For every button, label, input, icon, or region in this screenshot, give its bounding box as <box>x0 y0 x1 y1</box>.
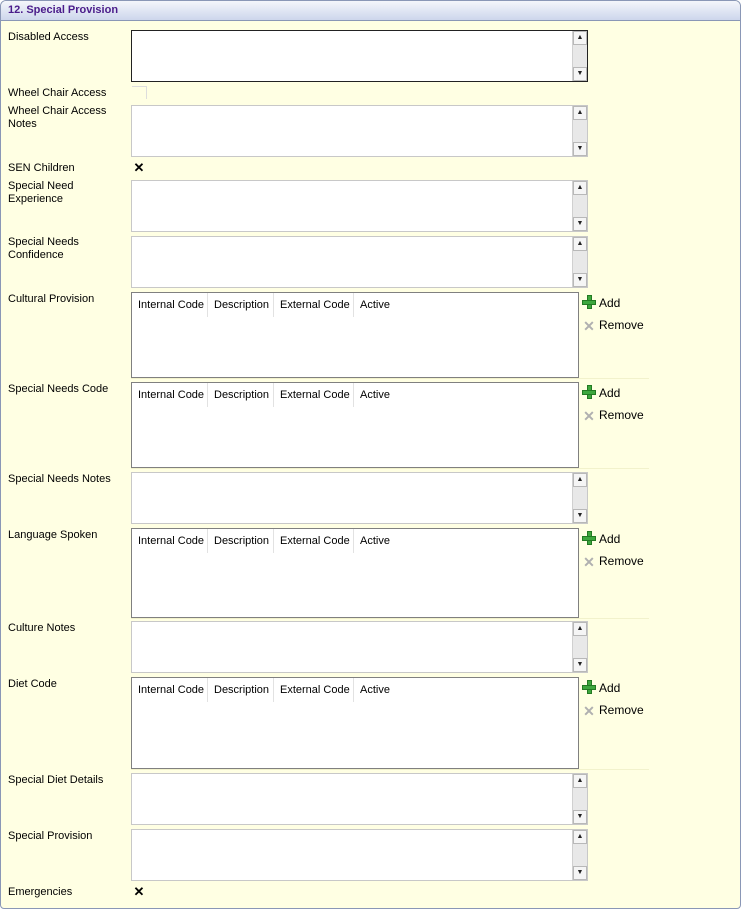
add-icon <box>582 295 596 309</box>
scroll-down-icon[interactable]: ▼ <box>573 67 587 81</box>
scroll-up-icon[interactable]: ▲ <box>573 830 587 844</box>
scrollbar[interactable] <box>572 181 587 231</box>
special-provision-textarea[interactable] <box>131 829 588 881</box>
special-needs-code-label: Special Needs Code <box>8 383 109 395</box>
emergencies-label: Emergencies <box>8 886 73 898</box>
col-internal-code[interactable]: Internal Code <box>132 678 208 702</box>
wheelchair-notes-label: Wheel Chair Access Notes <box>8 105 107 130</box>
wheelchair-access-label: Wheel Chair Access <box>8 87 107 99</box>
scroll-down-icon[interactable]: ▼ <box>573 866 587 880</box>
remove-button[interactable] <box>582 408 662 423</box>
wheelchair-access-checkbox[interactable] <box>132 86 147 99</box>
special-needs-notes-textarea[interactable] <box>131 472 588 524</box>
add-label: Add <box>599 681 621 695</box>
scroll-up-icon[interactable]: ▲ <box>573 622 587 636</box>
sen-children-checkbox[interactable]: ✕ <box>133 160 145 175</box>
special-need-experience-label: Special Need Experience <box>8 180 74 205</box>
col-external-code[interactable]: External Code <box>274 529 354 553</box>
disabled-access-label: Disabled Access <box>8 31 89 43</box>
add-label: Add <box>599 296 621 310</box>
language-spoken-grid[interactable] <box>131 528 579 618</box>
remove-button[interactable] <box>582 703 662 718</box>
special-provision-label: Special Provision <box>8 830 93 842</box>
divider <box>131 468 649 469</box>
divider <box>131 618 649 619</box>
grid-header <box>132 383 578 407</box>
add-icon <box>582 531 596 545</box>
section-header[interactable] <box>1 1 740 21</box>
special-diet-details-label: Special Diet Details <box>8 774 104 786</box>
scrollbar[interactable] <box>572 31 587 81</box>
grid-header <box>132 529 578 553</box>
remove-icon: ✕ <box>583 408 595 424</box>
diet-code-label: Diet Code <box>8 678 57 690</box>
emergencies-checkbox[interactable]: ✕ <box>133 884 145 899</box>
remove-label: Remove <box>599 703 644 717</box>
scroll-down-icon[interactable]: ▼ <box>573 273 587 287</box>
col-active[interactable]: Active <box>360 389 390 401</box>
section-title: 12. Special Provision <box>8 4 119 16</box>
language-spoken-label: Language Spoken <box>8 529 98 541</box>
add-icon <box>582 385 596 399</box>
disabled-access-textarea[interactable] <box>131 30 588 82</box>
col-external-code[interactable]: External Code <box>274 293 354 317</box>
col-internal-code[interactable]: Internal Code <box>132 293 208 317</box>
scroll-up-icon[interactable]: ▲ <box>573 181 587 195</box>
remove-icon: ✕ <box>583 703 595 719</box>
col-description[interactable]: Description <box>208 293 274 317</box>
grid-header <box>132 678 578 702</box>
scroll-up-icon[interactable]: ▲ <box>573 106 587 120</box>
scrollbar[interactable] <box>572 473 587 523</box>
remove-label: Remove <box>599 408 644 422</box>
scrollbar[interactable] <box>572 106 587 156</box>
scroll-down-icon[interactable]: ▼ <box>573 658 587 672</box>
special-diet-details-textarea[interactable] <box>131 773 588 825</box>
special-needs-confidence-label: Special Needs Confidence <box>8 236 79 261</box>
remove-button[interactable] <box>582 318 662 333</box>
scroll-up-icon[interactable]: ▲ <box>573 774 587 788</box>
add-button[interactable] <box>582 295 662 310</box>
scroll-down-icon[interactable]: ▼ <box>573 810 587 824</box>
special-needs-code-grid[interactable] <box>131 382 579 468</box>
scroll-down-icon[interactable]: ▼ <box>573 509 587 523</box>
scrollbar[interactable] <box>572 774 587 824</box>
add-label: Add <box>599 532 621 546</box>
sen-children-label: SEN Children <box>8 162 75 174</box>
culture-notes-label: Culture Notes <box>8 622 76 634</box>
grid-header <box>132 293 578 317</box>
divider <box>131 769 649 770</box>
add-button[interactable] <box>582 385 662 400</box>
col-active[interactable]: Active <box>360 535 390 547</box>
col-description[interactable]: Description <box>208 529 274 553</box>
scrollbar[interactable] <box>572 237 587 287</box>
add-icon <box>582 680 596 694</box>
remove-label: Remove <box>599 318 644 332</box>
remove-icon: ✕ <box>583 318 595 334</box>
col-internal-code[interactable]: Internal Code <box>132 383 208 407</box>
add-button[interactable] <box>582 680 662 695</box>
col-external-code[interactable]: External Code <box>274 678 354 702</box>
col-active[interactable]: Active <box>360 684 390 696</box>
remove-button[interactable] <box>582 554 662 569</box>
divider <box>131 378 649 379</box>
scroll-up-icon[interactable]: ▲ <box>573 237 587 251</box>
wheelchair-notes-textarea[interactable] <box>131 105 588 157</box>
scroll-down-icon[interactable]: ▼ <box>573 142 587 156</box>
culture-notes-textarea[interactable] <box>131 621 588 673</box>
add-button[interactable] <box>582 531 662 546</box>
col-external-code[interactable]: External Code <box>274 383 354 407</box>
special-needs-notes-label: Special Needs Notes <box>8 473 111 485</box>
col-active[interactable]: Active <box>360 299 390 311</box>
col-description[interactable]: Description <box>208 383 274 407</box>
remove-icon: ✕ <box>583 554 595 570</box>
cultural-provision-label: Cultural Provision <box>8 293 95 305</box>
special-needs-confidence-textarea[interactable] <box>131 236 588 288</box>
remove-label: Remove <box>599 554 644 568</box>
scrollbar[interactable] <box>572 622 587 672</box>
scroll-up-icon[interactable]: ▲ <box>573 31 587 45</box>
special-need-experience-textarea[interactable] <box>131 180 588 232</box>
scroll-down-icon[interactable]: ▼ <box>573 217 587 231</box>
scroll-up-icon[interactable]: ▲ <box>573 473 587 487</box>
col-internal-code[interactable]: Internal Code <box>132 529 208 553</box>
scrollbar[interactable] <box>572 830 587 880</box>
cultural-provision-grid[interactable] <box>131 292 579 378</box>
diet-code-grid[interactable] <box>131 677 579 769</box>
col-description[interactable]: Description <box>208 678 274 702</box>
add-label: Add <box>599 386 621 400</box>
